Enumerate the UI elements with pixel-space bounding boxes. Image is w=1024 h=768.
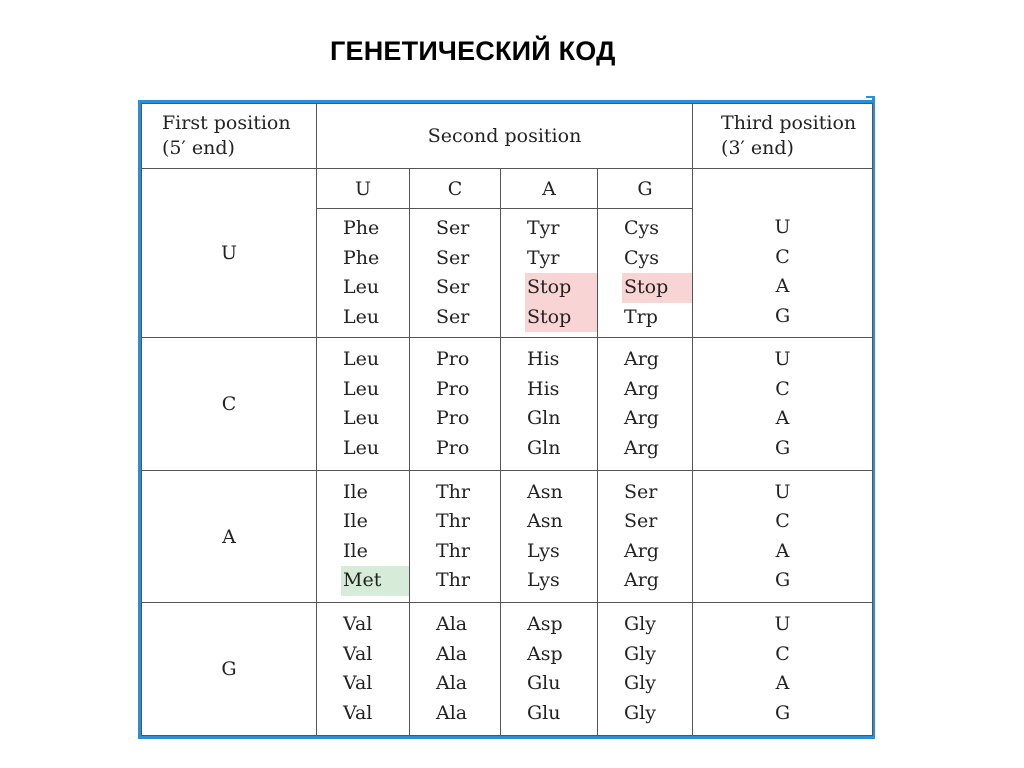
header-row bbox=[142, 104, 873, 169]
stop-codon: Stop bbox=[622, 273, 692, 303]
first-base-A: A bbox=[142, 470, 317, 603]
amino-acid: Val bbox=[343, 613, 373, 636]
amino-acid: Glu bbox=[527, 701, 561, 724]
third-position-header bbox=[693, 104, 873, 169]
amino-acid: Trp bbox=[624, 305, 658, 328]
amino-acid: Asp bbox=[527, 642, 563, 665]
amino-acid: Thr bbox=[436, 569, 470, 592]
third-base: C bbox=[775, 642, 790, 665]
amino-acid: Gly bbox=[624, 672, 656, 695]
amino-acid: Leu bbox=[343, 305, 380, 328]
third-base-stack bbox=[693, 470, 873, 603]
amino-acid-column bbox=[598, 470, 693, 603]
amino-acid: Arg bbox=[624, 348, 659, 371]
amino-acid: Leu bbox=[343, 348, 380, 371]
amino-acid: Phe bbox=[343, 246, 380, 269]
third-base-stack bbox=[693, 603, 873, 736]
amino-acid: Phe bbox=[343, 217, 380, 240]
third-base: U bbox=[774, 613, 791, 636]
amino-acid: Thr bbox=[436, 480, 470, 503]
amino-acid-column bbox=[501, 208, 598, 337]
amino-acid-column bbox=[501, 470, 598, 603]
amino-acid: Asp bbox=[527, 613, 563, 636]
amino-acid: Lys bbox=[527, 539, 560, 562]
amino-acid: Leu bbox=[343, 276, 380, 299]
amino-acid: Tyr bbox=[527, 217, 560, 240]
first-position-end-label: (5′ end) bbox=[162, 137, 235, 160]
third-position-label: Third position bbox=[721, 112, 857, 135]
amino-acid: Cys bbox=[624, 246, 660, 269]
amino-acid: Gln bbox=[527, 407, 561, 430]
stop-codon: Stop bbox=[525, 303, 597, 333]
first-base-C: C bbox=[142, 338, 317, 471]
amino-acid: Ser bbox=[624, 480, 658, 503]
amino-acid-column bbox=[501, 603, 598, 736]
amino-acid-column bbox=[410, 208, 501, 337]
third-base: A bbox=[775, 539, 790, 562]
second-base-G: G bbox=[598, 169, 693, 209]
amino-acid: Gly bbox=[624, 701, 656, 724]
third-base: A bbox=[775, 407, 790, 430]
amino-acid: Val bbox=[343, 672, 373, 695]
amino-acid: Ser bbox=[436, 305, 470, 328]
amino-acid: Thr bbox=[436, 510, 470, 533]
codon-row-A bbox=[142, 470, 873, 603]
amino-acid: Cys bbox=[624, 217, 660, 240]
third-base: U bbox=[774, 480, 791, 503]
amino-acid-column bbox=[410, 470, 501, 603]
second-position-label: Second position bbox=[427, 125, 582, 148]
codon-row-U bbox=[142, 169, 873, 209]
third-base: U bbox=[774, 348, 791, 371]
amino-acid: Tyr bbox=[527, 246, 560, 269]
amino-acid: Ile bbox=[343, 480, 368, 503]
third-base: G bbox=[774, 304, 791, 327]
amino-acid: Ala bbox=[436, 613, 468, 636]
first-base-U: U bbox=[142, 169, 317, 338]
amino-acid: Ala bbox=[436, 672, 468, 695]
amino-acid-column bbox=[317, 338, 410, 471]
amino-acid-column bbox=[598, 208, 693, 337]
amino-acid: Leu bbox=[343, 407, 380, 430]
second-base-C: C bbox=[410, 169, 501, 209]
amino-acid-column bbox=[501, 338, 598, 471]
third-base-stack bbox=[693, 338, 873, 471]
amino-acid-column bbox=[317, 470, 410, 603]
amino-acid: Arg bbox=[624, 569, 659, 592]
amino-acid-column bbox=[598, 603, 693, 736]
codon-row-G bbox=[142, 603, 873, 736]
third-base: G bbox=[774, 436, 791, 459]
amino-acid-column bbox=[410, 603, 501, 736]
second-base-A: A bbox=[501, 169, 598, 209]
third-base-stack bbox=[693, 169, 873, 338]
amino-acid-column bbox=[410, 338, 501, 471]
amino-acid: Ala bbox=[436, 701, 468, 724]
amino-acid: Ser bbox=[436, 217, 470, 240]
amino-acid: His bbox=[527, 377, 560, 400]
amino-acid: Ile bbox=[343, 539, 368, 562]
amino-acid: Ser bbox=[624, 510, 658, 533]
amino-acid: Pro bbox=[436, 407, 470, 430]
amino-acid: Leu bbox=[343, 377, 380, 400]
amino-acid: Ala bbox=[436, 642, 468, 665]
third-base: C bbox=[775, 245, 790, 268]
amino-acid: Leu bbox=[343, 436, 380, 459]
genetic-code-table bbox=[141, 103, 873, 736]
third-base: A bbox=[775, 672, 790, 695]
third-base: C bbox=[775, 377, 790, 400]
third-base: G bbox=[774, 701, 791, 724]
third-base: C bbox=[775, 510, 790, 533]
first-position-header bbox=[142, 104, 317, 169]
second-position-header bbox=[317, 104, 693, 169]
amino-acid-column bbox=[317, 208, 410, 337]
amino-acid: Pro bbox=[436, 377, 470, 400]
third-base: U bbox=[774, 216, 791, 239]
amino-acid: Arg bbox=[624, 377, 659, 400]
first-position-label: First position bbox=[162, 112, 291, 135]
amino-acid-column bbox=[317, 603, 410, 736]
amino-acid: Arg bbox=[624, 407, 659, 430]
amino-acid: Ser bbox=[436, 246, 470, 269]
stop-codon: Stop bbox=[525, 273, 597, 303]
amino-acid: Val bbox=[343, 642, 373, 665]
amino-acid: His bbox=[527, 348, 560, 371]
amino-acid: Gly bbox=[624, 642, 656, 665]
third-position-end-label: (3′ end) bbox=[721, 137, 794, 160]
second-base-U: U bbox=[317, 169, 410, 209]
amino-acid: Pro bbox=[436, 436, 470, 459]
codon-row-C bbox=[142, 338, 873, 471]
amino-acid: Ile bbox=[343, 510, 368, 533]
amino-acid: Arg bbox=[624, 436, 659, 459]
amino-acid: Val bbox=[343, 701, 373, 724]
amino-acid: Gly bbox=[624, 613, 656, 636]
amino-acid: Arg bbox=[624, 539, 659, 562]
amino-acid: Asn bbox=[527, 480, 563, 503]
third-base: A bbox=[775, 275, 790, 298]
amino-acid: Pro bbox=[436, 348, 470, 371]
start-codon: Met bbox=[341, 566, 409, 596]
amino-acid: Lys bbox=[527, 569, 560, 592]
frame-corner-mark bbox=[866, 96, 875, 102]
amino-acid: Glu bbox=[527, 672, 561, 695]
amino-acid: Thr bbox=[436, 539, 470, 562]
amino-acid: Gln bbox=[527, 436, 561, 459]
amino-acid-column bbox=[598, 338, 693, 471]
page-title: ГЕНЕТИЧЕСКИЙ КОД bbox=[330, 36, 616, 66]
third-base: G bbox=[774, 569, 791, 592]
amino-acid: Asn bbox=[527, 510, 563, 533]
first-base-G: G bbox=[142, 603, 317, 736]
amino-acid: Ser bbox=[436, 276, 470, 299]
